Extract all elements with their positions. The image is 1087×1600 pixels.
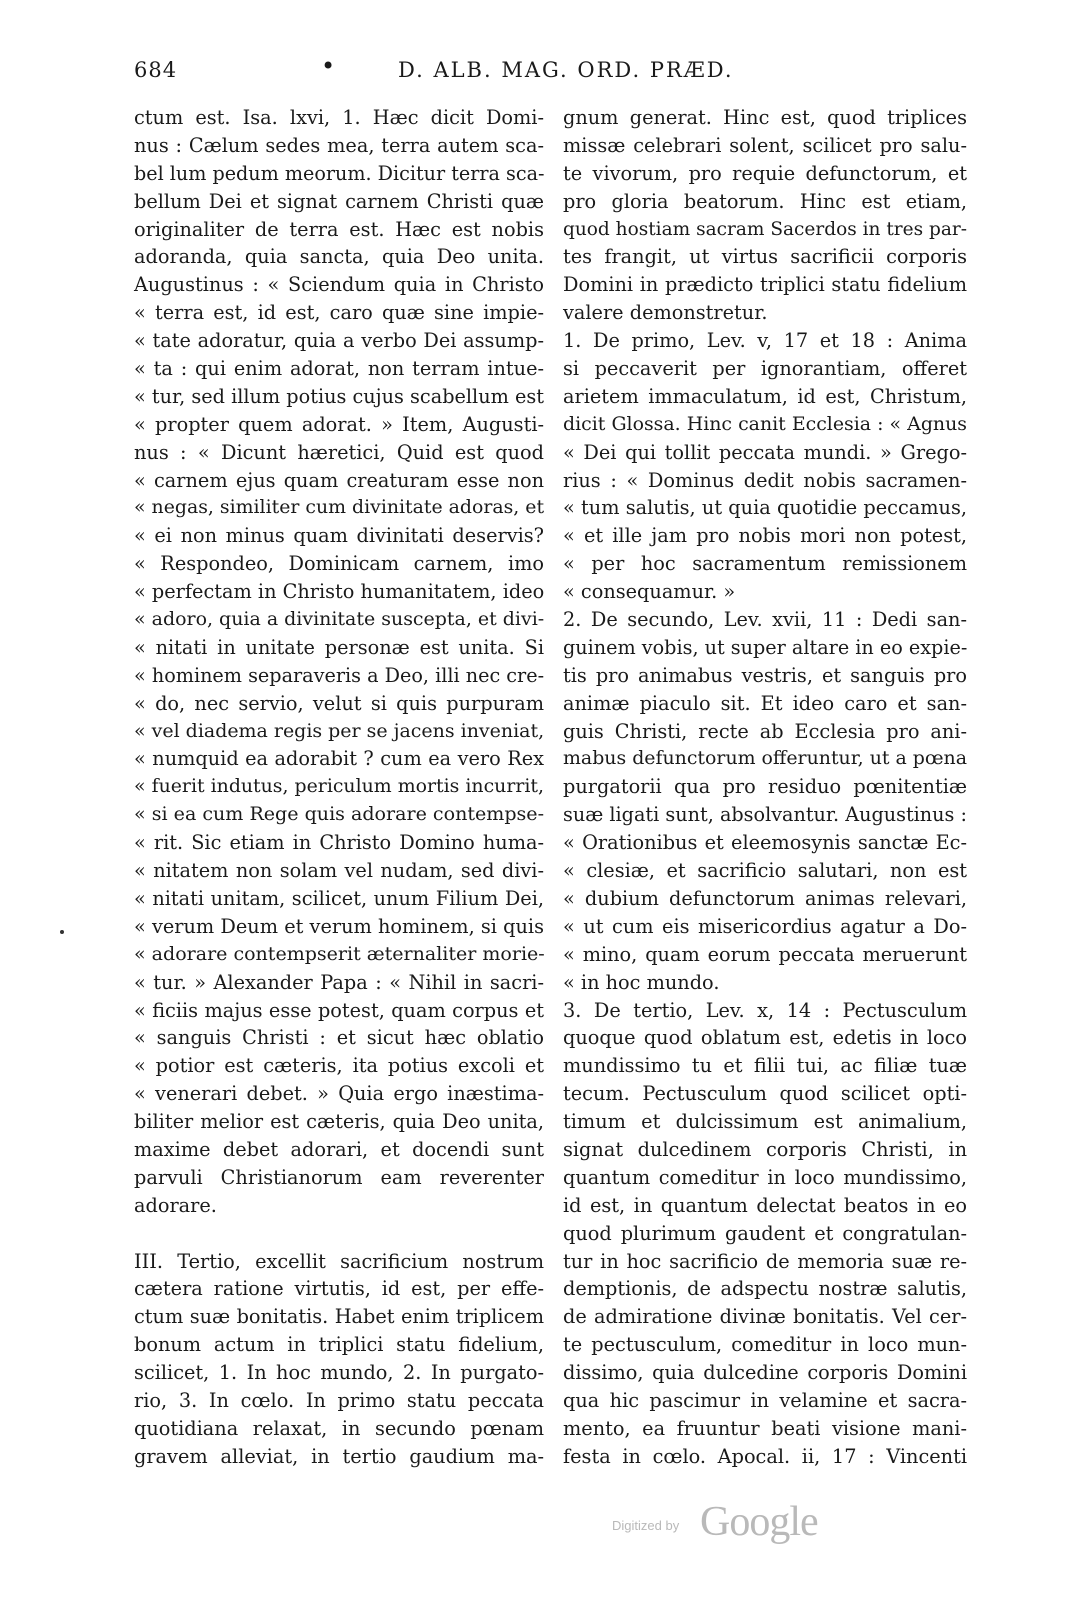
text-line: « si ea cum Rege quis adorare contempse- xyxy=(134,803,544,826)
text-line: « nitati unitam, scilicet, unum Filium Dei, xyxy=(134,886,544,910)
text-line: « sanguis Christi : et sicut hæc oblatio xyxy=(134,1026,544,1050)
text-line: « nitati in unitate personæ est unita. Si xyxy=(134,635,544,659)
text-line: 1. De primo, Lev. v, 17 et 18 : Anima xyxy=(563,329,967,353)
text-line: « propter quem adorat. » Item, Augusti- xyxy=(134,412,544,436)
text-line: « dubium defunctorum animas relevari, xyxy=(563,886,967,910)
text-line: Augustinus : « Sciendum quia in Christo xyxy=(134,273,544,297)
right-column xyxy=(563,104,967,1471)
text-line: dissimo, quia dulcedine corporis Domini xyxy=(563,1361,967,1385)
text-line: « clesiæ, et sacrificio salutari, non est xyxy=(563,859,967,883)
text-line: nus : « Dicunt hæretici, Quid est quod xyxy=(134,440,544,464)
text-line: « nitatem non solam vel nudam, sed divi- xyxy=(134,859,544,883)
text-line: te pectusculum, comeditur in loco mun- xyxy=(563,1333,967,1357)
left-column xyxy=(134,104,544,1471)
text-line: tecum. Pectusculum quod scilicet opti- xyxy=(563,1082,967,1106)
text-line: bel lum pedum meorum. Dicitur terra sca- xyxy=(134,161,545,185)
text-line: Domini in prædicto triplici statu fidelium xyxy=(563,273,967,297)
text-line: purgatorii qua pro residuo pœnitentiæ xyxy=(563,775,967,799)
text-line: « adoro, quia a divinitate suscepta, et divi- xyxy=(134,608,545,631)
text-line: « tum salutis, ut quia quotidie peccamus, xyxy=(563,496,967,520)
text-line: biliter melior est cæteris, quia Deo unita, xyxy=(134,1110,544,1134)
text-line: « Respondeo, Dominicam carnem, imo xyxy=(134,552,544,576)
text-line: « vel diadema regis per se jacens inveniat, xyxy=(134,719,545,742)
text-line: « terra est, id est, caro quæ sine impie- xyxy=(134,301,544,325)
text-line: tis pro animabus vestris, et sanguis pro xyxy=(563,663,967,687)
text-line: « Dei qui tollit peccata mundi. » Grego- xyxy=(563,440,967,464)
text-line: adorare. xyxy=(134,1193,217,1217)
text-line: « potior est cæteris, ita potius excoli et xyxy=(134,1054,544,1078)
text-line: « verum Deum et verum hominem, si quis xyxy=(134,914,544,938)
text-line: parvuli Christianorum eam reverenter xyxy=(134,1165,544,1189)
text-line: rio, 3. In cœlo. In primo statu peccata xyxy=(134,1388,544,1412)
header-dot: • xyxy=(321,52,337,80)
text-line: « negas, similiter cum divinitate adoras, et xyxy=(134,496,545,519)
text-line: « ta : qui enim adorat, non terram intue- xyxy=(134,357,544,381)
digitized-by-label: Digitized by xyxy=(612,1518,680,1533)
text-line: « tur, sed illum potius cujus scabellum est xyxy=(134,384,544,408)
running-header xyxy=(134,52,964,94)
text-line: guinem vobis, ut super altare in eo expie- xyxy=(563,635,968,659)
text-line: « rit. Sic etiam in Christo Domino huma- xyxy=(134,831,544,855)
text-line: « ut cum eis misericordius agatur a Do- xyxy=(563,914,967,938)
text-line: qua hic pascimur in velamine et sacra- xyxy=(563,1388,967,1412)
text-line: mento, ea fruuntur beati visione mani- xyxy=(563,1416,967,1440)
text-line: « Orationibus et eleemosynis sanctæ Ec- xyxy=(563,831,967,855)
text-line: adoranda, quia sancta, quia Deo unita. xyxy=(134,245,544,269)
text-line: si peccaverit per ignorantiam, offeret xyxy=(563,357,967,381)
text-line: arietem immaculatum, id est, Christum, xyxy=(563,384,967,408)
text-line: « numquid ea adorabit ? cum ea vero Rex xyxy=(134,747,544,771)
text-line: originaliter de terra est. Hæc est nobis xyxy=(134,217,544,241)
paragraph-gap xyxy=(134,1220,544,1248)
text-line: cætera ratione virtutis, id est, per effe- xyxy=(134,1277,544,1301)
text-line: « mino, quam eorum peccata meruerunt xyxy=(563,942,967,966)
text-line: quotidiana relaxat, in secundo pœnam xyxy=(134,1416,544,1440)
text-line: « ei non minus quam divinitati deservis? xyxy=(134,524,544,548)
text-line: te vivorum, pro requie defunctorum, et xyxy=(563,161,967,185)
text-line: ctum est. Isa. lxvi, 1. Hæc dicit Domi- xyxy=(134,106,544,129)
text-line: festa in cœlo. Apocal. ii, 17 : Vincenti xyxy=(563,1444,967,1468)
text-line: « hominem separaveris a Deo, illi nec cre- xyxy=(134,663,545,687)
text-line: timum et dulcissimum est animalium, xyxy=(563,1110,967,1134)
text-line: ctum suæ bonitatis. Habet enim triplicem xyxy=(134,1305,544,1329)
text-line: « ficiis majus esse potest, quam corpus et xyxy=(134,998,544,1022)
text-line: rius : « Dominus dedit nobis sacramen- xyxy=(563,468,967,492)
page-number: 684 xyxy=(134,58,178,82)
text-line: « tur. » Alexander Papa : « Nihil in sacri- xyxy=(134,970,544,994)
text-line: id est, in quantum delectat beatos in eo xyxy=(563,1193,967,1217)
text-line: nus : Cælum sedes mea, terra autem sca- xyxy=(134,133,544,157)
text-line: « fuerit indutus, periculum mortis incurrit, xyxy=(134,775,544,798)
text-line: mabus defunctorum offeruntur, ut a pœna xyxy=(563,747,968,770)
text-line: gravem alleviat, in tertio gaudium ma- xyxy=(134,1444,544,1468)
text-line: « venerari debet. » Quia ergo inæstima- xyxy=(134,1082,544,1106)
text-line: tes frangit, ut virtus sacrificii corporis xyxy=(563,245,967,269)
text-line: quoque quod oblatum est, edetis in loco xyxy=(563,1026,967,1050)
stray-ink-dot xyxy=(60,930,64,934)
text-line: 3. De tertio, Lev. x, 14 : Pectusculum xyxy=(563,998,967,1022)
text-line: maxime debet adorari, et docendi sunt xyxy=(134,1137,544,1161)
text-line: « adorare contempserit æternaliter morie- xyxy=(134,942,545,965)
text-line: missæ celebrari solent, scilicet pro salu- xyxy=(563,133,967,157)
text-line: « do, nec servio, velut si quis purpuram xyxy=(134,691,544,715)
text-line: « perfectam in Christo humanitatem, ideo xyxy=(134,580,545,604)
text-line: scilicet, 1. In hoc mundo, 2. In purgato- xyxy=(134,1361,544,1385)
text-line: 2. De secundo, Lev. xvii, 11 : Dedi san- xyxy=(563,608,967,632)
text-line: suæ ligati sunt, absolvantur. Augustinus : xyxy=(563,803,967,827)
text-line: animæ piaculo sit. Et ideo caro et san- xyxy=(563,691,967,715)
text-line: valere demonstretur. xyxy=(563,301,768,325)
text-line: quod hostiam sacram Sacerdos in tres par- xyxy=(563,218,967,240)
text-line: demptionis, de adspectu nostræ salutis, xyxy=(563,1277,967,1301)
text-line: « tate adoratur, quia a verbo Dei assump- xyxy=(134,329,544,353)
text-line: bellum Dei et signat carnem Christi quæ xyxy=(134,189,544,213)
text-line: dicit Glossa. Hinc canit Ecclesia : « Agnus xyxy=(563,412,967,435)
text-line: bonum actum in triplici statu fidelium, xyxy=(134,1333,544,1357)
digitized-by-watermark xyxy=(612,1498,832,1548)
text-line: quantum comeditur in loco mundissimo, xyxy=(563,1165,967,1189)
google-logo: Google xyxy=(700,1499,818,1545)
text-line: « carnem ejus quam creaturam esse non xyxy=(134,468,544,492)
text-line: « in hoc mundo. xyxy=(563,970,720,994)
text-line: quod plurimum gaudent et congratulan- xyxy=(563,1221,967,1245)
text-line: « consequamur. » xyxy=(563,580,736,604)
text-line: mundissimo tu et filii tui, ac filiæ tuæ xyxy=(563,1054,967,1078)
text-line: de admiratione divinæ bonitatis. Vel cer- xyxy=(563,1305,967,1329)
text-line: guis Christi, recte ab Ecclesia pro ani- xyxy=(563,719,967,743)
text-line: signat dulcedinem corporis Christi, in xyxy=(563,1137,967,1161)
text-line: tur in hoc sacrificio de memoria suæ re- xyxy=(563,1249,967,1273)
running-title: D. ALB. MAG. ORD. PRÆD. xyxy=(398,58,734,82)
text-line: pro gloria beatorum. Hinc est etiam, xyxy=(563,189,967,213)
text-line: III. Tertio, excellit sacrificium nostrum xyxy=(134,1249,544,1273)
text-line: gnum generat. Hinc est, quod triplices xyxy=(563,106,967,129)
text-line: « et ille jam pro nobis mori non potest, xyxy=(563,524,967,548)
text-line: « per hoc sacramentum remissionem xyxy=(563,552,967,576)
